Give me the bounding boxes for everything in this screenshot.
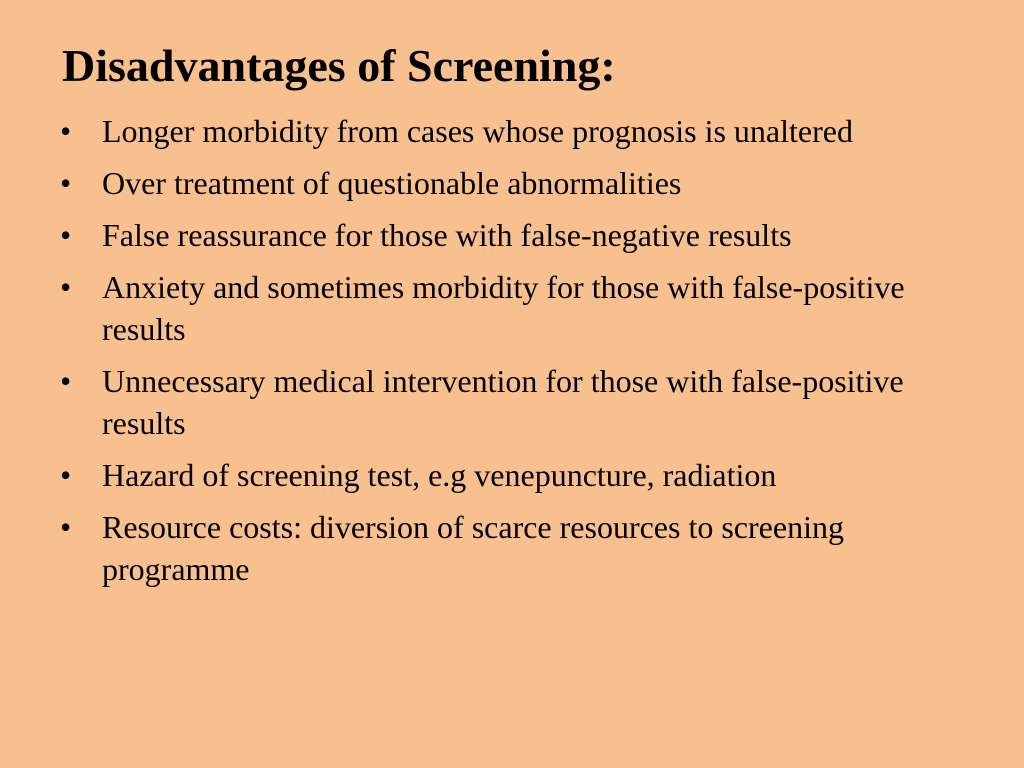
bullet-text: Longer morbidity from cases whose prognosis is unaltered <box>102 113 853 149</box>
bullet-icon: • <box>60 363 72 399</box>
bullet-list <box>58 110 988 600</box>
list-item <box>58 360 988 444</box>
list-item <box>58 162 988 204</box>
bullet-icon: • <box>60 165 72 201</box>
bullet-icon: • <box>60 509 72 545</box>
list-item <box>58 454 988 496</box>
bullet-icon: • <box>60 457 72 493</box>
bullet-text: Over treatment of questionable abnormalities <box>102 165 682 201</box>
bullet-icon: • <box>60 217 72 253</box>
list-item <box>58 110 988 152</box>
bullet-icon: • <box>60 269 72 305</box>
slide-title: Disadvantages of Screening: <box>62 40 616 91</box>
bullet-icon: • <box>60 113 72 149</box>
list-item <box>58 214 988 256</box>
bullet-text: Resource costs: diversion of scarce resources to screening programme <box>102 509 844 587</box>
bullet-text: Unnecessary medical intervention for those with false-positive results <box>102 363 904 441</box>
list-item <box>58 266 988 350</box>
bullet-text: Anxiety and sometimes morbidity for those with false-positive results <box>102 269 905 347</box>
bullet-text: Hazard of screening test, e.g venepuncture, radiation <box>102 457 777 493</box>
bullet-text: False reassurance for those with false-negative results <box>102 217 792 253</box>
list-item <box>58 506 988 590</box>
